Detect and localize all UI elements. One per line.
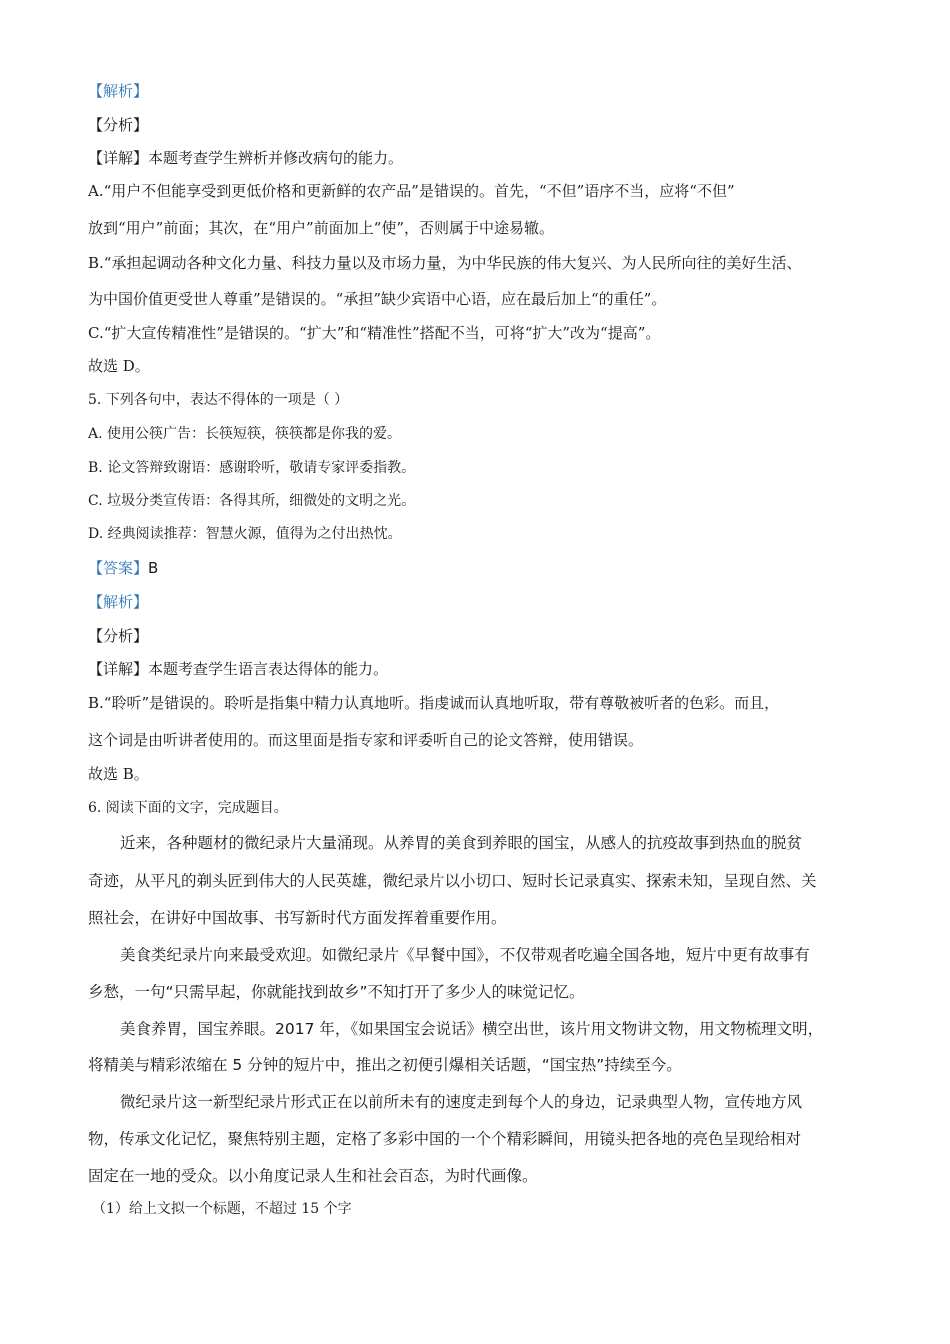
question-5-option-c: C. 垃圾分类宣传语：各得其所，细微处的文明之光。 (88, 493, 416, 509)
passage-p3-line-1: 美食养胃，国宝养眼。2017 年，《如果国宝会说话》横空出世，该片用文物讲文物，用文物梳理文明， (120, 1020, 824, 1038)
passage-p1-line-1: 近来，各种题材的微纪录片大量涌现。从养胃的美食到养眼的国宝，从感人的抗疫故事到热血的脱贫 (120, 834, 803, 852)
question-5-stem: 5. 下列各句中，表达不得体的一项是（ ） (88, 392, 349, 408)
explanation-a-line-1: A.“用户不但能享受到更低价格和更新鲜的农产品”是错误的。首先，“不但”语序不当，应将“不但” (88, 182, 735, 200)
passage-p1-line-3: 照社会，在讲好中国故事、书写新时代方面发挥着重要作用。 (88, 909, 507, 927)
explanation-b5-line-1: B.“聆听”是错误的。聆听是指集中精力认真地听。指虔诚而认真地听取，带有尊敬被听者的色彩。而且， (88, 694, 780, 712)
passage-p2-line-2: 乡愁，一句“只需早起，你就能找到故乡”不知打开了多少人的味觉记忆。 (88, 983, 585, 1001)
explanation-c-line-1: C.“扩大宣传精准性”是错误的。“扩大”和“精准性”搭配不当，可将“扩大”改为“提高”。 (88, 324, 661, 342)
answer-tag: 【答案】 (88, 559, 149, 577)
explanation-b-line-1: B.“承担起调动各种文化力量、科技力量以及市场力量，为中华民族的伟大复兴、为人民所向往的美好生活、 (88, 254, 802, 272)
passage-p4-line-2: 物，传承文化记忆，聚焦特别主题，定格了多彩中国的一个个精彩瞬间，用镜头把各地的亮色呈现给相对 (88, 1130, 802, 1148)
question-5-option-d: D. 经典阅读推荐：智慧火源，值得为之付出热忱。 (88, 526, 402, 542)
conclusion-line-5: 故选 B。 (88, 765, 149, 783)
section-tag-analysis-5: 【分析】 (88, 627, 149, 645)
passage-p2-line-1: 美食类纪录片向来最受欢迎。如微纪录片《早餐中国》，不仅带观者吃遍全国各地，短片中更有故事有 (120, 946, 810, 964)
section-tag-analysis-explanation-5: 【解析】 (88, 593, 149, 611)
passage-p1-line-2: 奇迹，从平凡的剃头匠到伟大的人民英雄，微纪录片以小切口、短时长记录真实、探索未知，呈现自然、关 (88, 872, 817, 890)
section-tag-analysis: 【分析】 (88, 116, 149, 134)
question-5-option-a: A. 使用公筷广告：长筷短筷，筷筷都是你我的爱。 (88, 426, 402, 442)
question-6-sub-1: （1）给上文拟一个标题，不超过 15 个字 (92, 1201, 352, 1217)
answer-line (88, 558, 158, 578)
question-6-stem: 6. 阅读下面的文字，完成题目。 (88, 800, 288, 816)
answer-value: B (148, 559, 159, 577)
passage-p4-line-1: 微纪录片这一新型纪录片形式正在以前所未有的速度走到每个人的身边，记录典型人物，宣传地方风 (120, 1093, 803, 1111)
section-tag-analysis-explanation: 【解析】 (88, 82, 149, 100)
passage-p4-line-3: 固定在一地的受众。以小角度记录人生和社会百态，为时代画像。 (88, 1167, 538, 1185)
detail-line: 【详解】本题考查学生辨析并修改病句的能力。 (88, 149, 404, 167)
detail-line-5: 【详解】本题考查学生语言表达得体的能力。 (88, 660, 389, 678)
passage-p3-line-2: 将精美与精彩浓缩在 5 分钟的短片中，推出之初便引爆相关话题，“国宝热”持续至今。 (88, 1056, 682, 1074)
explanation-b5-line-2: 这个词是由听讲者使用的。而这里面是指专家和评委听自己的论文答辩，使用错误。 (88, 731, 644, 749)
conclusion-line: 故选 D。 (88, 357, 150, 375)
explanation-a-line-2: 放到“用户”前面；其次，在“用户”前面加上“使”，否则属于中途易辙。 (88, 219, 555, 237)
question-5-option-b: B. 论文答辩致谢语：感谢聆听，敬请专家评委指教。 (88, 460, 416, 476)
explanation-b-line-2: 为中国价值更受世人尊重”是错误的。“承担”缺少宾语中心语，应在最后加上“的重任”。 (88, 290, 667, 308)
